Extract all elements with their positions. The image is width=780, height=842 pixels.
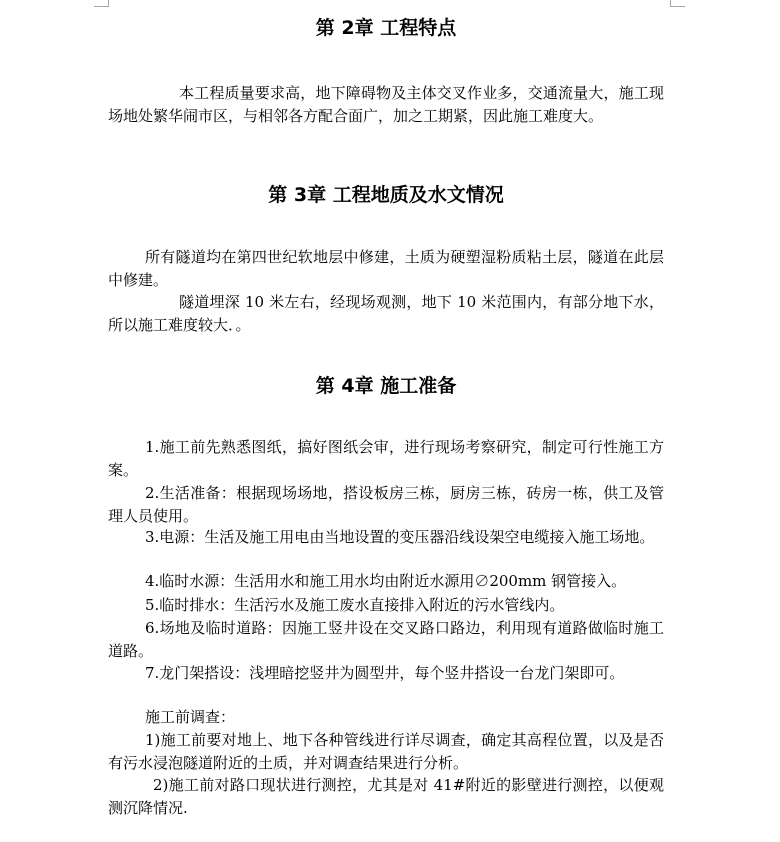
chapter-2-title: 第 2章 工程特点: [315, 17, 457, 39]
prep-item-7: 7.龙门架搭设：浅埋暗挖竖井为圆型井，每个竖井搭设一台龙门架即可。: [145, 664, 625, 682]
survey-item-1: 1)施工前要对地上、地下各种管线进行详尽调查，确定其高程位置，以及是否有污水浸泡隧道附近的土质，并对调查结果进行分析。: [108, 731, 664, 772]
chapter-4-title: 第 4章 施工准备: [315, 375, 457, 397]
prep-item-4: 4.临时水源：生活用水和施工用水均由附近水源用∅200mm 钢管接入。: [145, 572, 627, 590]
chapter-2-paragraph: 本工程质量要求高，地下障碍物及主体交叉作业多，交通流量大，施工现场地处繁华闹市区，与相邻各方配合面广，加之工期紧，因此施工难度大。: [108, 84, 664, 125]
prep-item-6: 6.场地及临时道路：因施工竖井设在交叉路口路边，利用现有道路做临时施工道路。: [108, 619, 664, 660]
prep-item-2: 2.生活准备：根据现场场地，搭设板房三栋，厨房三栋，砖房一栋，供工及管理人员使用。: [108, 484, 664, 525]
prep-item-1: 1.施工前先熟悉图纸，搞好图纸会审，进行现场考察研究，制定可行性施工方案。: [108, 438, 664, 479]
survey-heading: 施工前调查：: [145, 708, 236, 726]
prep-item-3: 3.电源：生活及施工用电由当地设置的变压器沿线设架空电缆接入施工场地。: [145, 528, 655, 546]
chapter-3-paragraph-2: 隧道埋深 10 米左右，经现场观测，地下 10 米范围内，有部分地下水，所以施工难度较大．。: [108, 293, 664, 334]
survey-item-2: 2)施工前对路口现状进行测控，尤其是对 41#附近的影壁进行测控，以便观测沉降情况.: [108, 776, 664, 817]
prep-item-5: 5.临时排水：生活污水及施工废水直接排入附近的污水管线内。: [145, 596, 565, 614]
page-corner-mark-left: [94, 0, 109, 7]
chapter-3-paragraph-1: 所有隧道均在第四世纪软地层中修建，土质为硬塑湿粉质粘土层，隧道在此层中修建。: [108, 248, 664, 289]
chapter-3-title: 第 3章 工程地质及水文情况: [268, 184, 504, 206]
page-corner-mark-right: [670, 0, 685, 7]
